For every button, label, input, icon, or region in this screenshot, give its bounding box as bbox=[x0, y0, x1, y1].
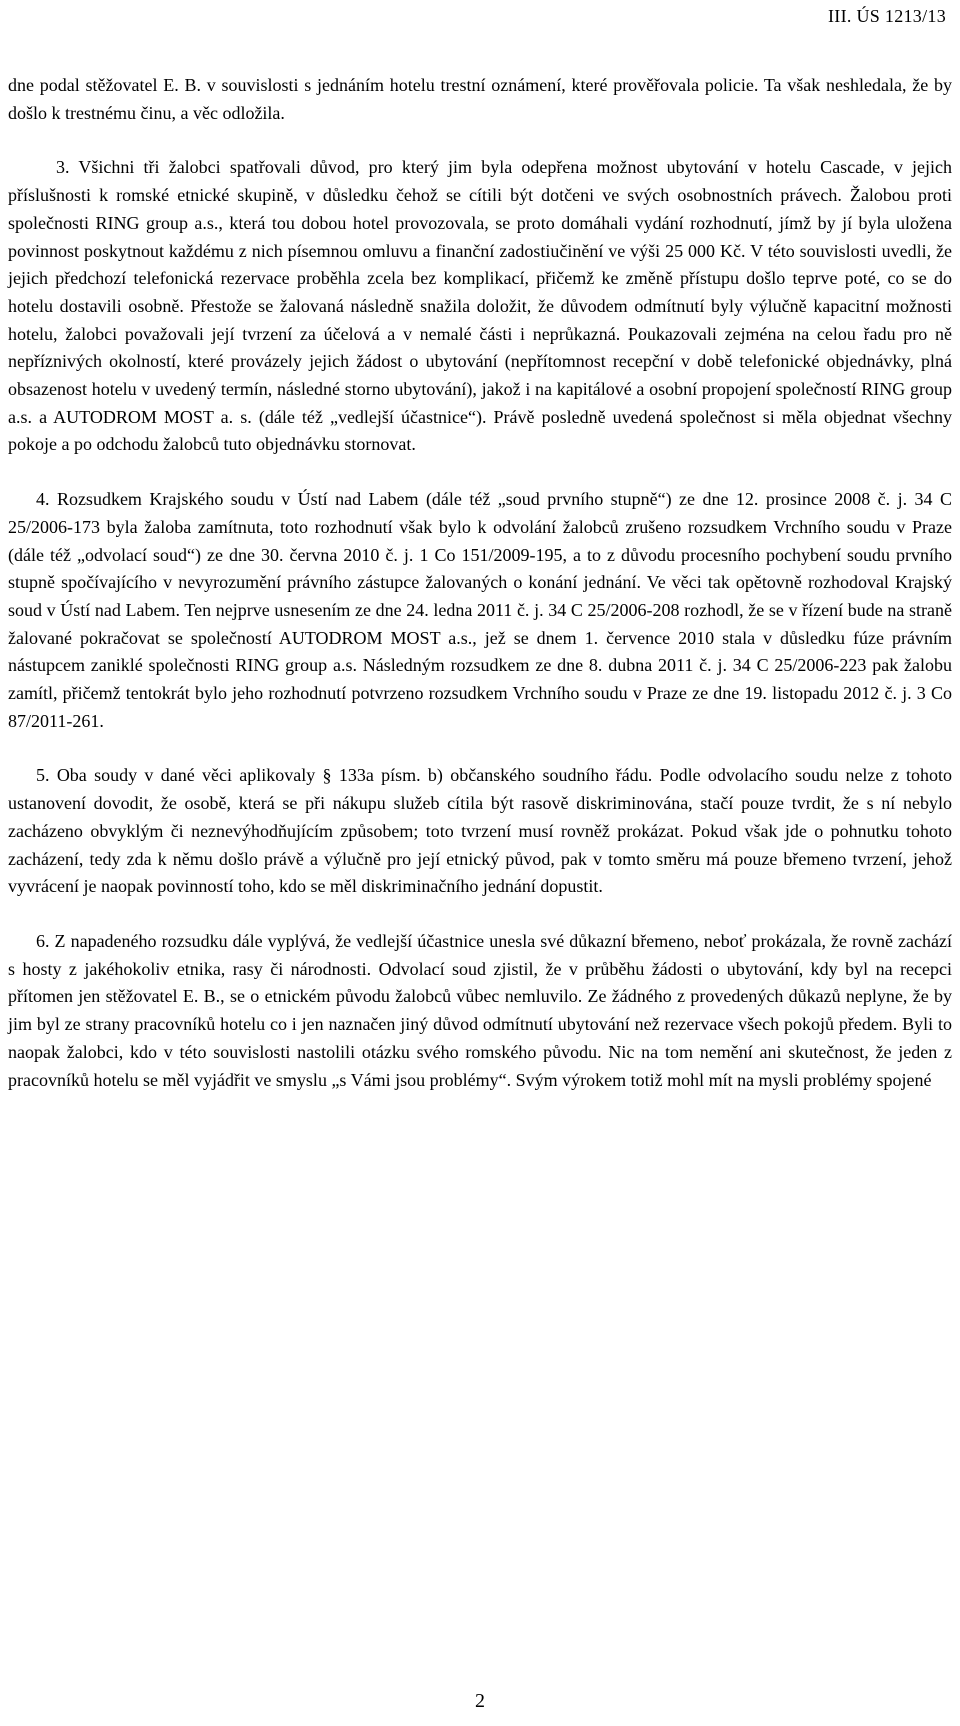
document-body bbox=[8, 72, 952, 1094]
paragraph-number: 5. bbox=[36, 765, 50, 786]
paragraph-text: Všichni tři žalobci spatřovali důvod, pro který jim byla odepřena možnost ubytování v hotelu Cascade, v jejich příslušnosti k romské etnické skupině, v důsledku čehož se cítili být dotčeni ve svých osobnostních právech. Žalobou proti společnosti RING group a.s., která tou dobou hotel provozovala, se proto domáhali vydání rozhodnutí, jímž by jí byla uložena povinnost poskytnout každému z nich písemnou omluvu a finanční zadostiučinění ve výši 25 000 Kč. V této souvislosti uvedli, že jejich předchozí telefonická rezervace proběhla zcela bez komplikací, přičemž ke změně přístupu došlo teprve poté, co se do hotelu dostavili osobně. Přestože se žalovaná následně snažila doložit, že důvodem odmítnutí byly výlučně kapacitní možnosti hotelu, žalobci považovali její tvrzení za účelová a v nemalé části i neprůkazná. Poukazovali zejména na celou řadu pro ně nepříznivých okolností, které provázely jejich žádost o ubytování (nepřítomnost recepční v době telefonické objednávky, plná obsazenost hotelu v uvedený termín, následné storno ubytování), jakož i na kapitálové a osobní propojení společností RING group a.s. a AUTODROM MOST a. s. (dále též „vedlejší účastnice“). Právě posledně uvedená společnost si měla objednat všechny pokoje a po odchodu žalobců tuto objednávku stornovat. bbox=[8, 157, 952, 455]
paragraph-number: 6. bbox=[36, 930, 50, 951]
paragraph-number: 4. bbox=[36, 489, 50, 510]
paragraph-text: dne podal stěžovatel E. B. v souvislosti s jednáním hotelu trestní oznámení, které prověřovala policie. Ta však neshledala, že by došlo k trestnému činu, a věc odložila. bbox=[8, 75, 952, 123]
paragraph-3 bbox=[8, 154, 952, 459]
page-number: 2 bbox=[475, 1690, 485, 1712]
paragraph-text: Rozsudkem Krajského soudu v Ústí nad Labem (dále též „soud prvního stupně“) ze dne 12. prosince 2008 č. j. 34 C 25/2006-173 byla žaloba zamítnuta, toto rozhodnutí však bylo k odvolání žalobců zrušeno rozsudkem Vrchního soudu v Praze (dále též „odvolací soud“) ze dne 30. června 2010 č. j. 1 Co 151/2009-195, a to z důvodu procesního pochybení soudu prvního stupně spočívajícího v nevyrozumění právního zástupce žalovaných o konání jednání. Ve věci tak opětovně rozhodoval Krajský soud v Ústí nad Labem. Ten nejprve usnesením ze dne 24. ledna 2011 č. j. 34 C 25/2006-208 rozhodl, že se v řízení bude na straně žalované pokračovat se společností AUTODROM MOST a.s., jež se dnem 1. července 2010 stala v důsledku fúze právním nástupcem zaniklé společnosti RING group a.s. Následným rozsudkem ze dne 8. dubna 2011 č. j. 34 C 25/2006-223 pak žalobu zamítl, přičemž tentokrát bylo jeho rozhodnutí potvrzeno rozsudkem Vrchního soudu v Praze ze dne 19. listopadu 2012 č. j. 3 Co 87/2011-261. bbox=[8, 489, 952, 731]
paragraph-text: Z napadeného rozsudku dále vyplývá, že vedlejší účastnice unesla své důkazní břemeno, neboť prokázala, že rovně zachází s hosty z jakéhokoliv etnika, rasy či národnosti. Odvolací soud zjistil, že v průběhu žádosti o ubytování, kdy byl na recepci přítomen jen stěžovatel E. B., se o etnickém původu žalobců vůbec nemluvilo. Ze žádného z provedených důkazů neplyne, že by jim byl ze strany pracovníků hotelu co i jen naznačen jiný důvod odmítnutí ubytování než rezervace všech pokojů předem. Byli to naopak žalobci, kdo v této souvislosti nastolili otázku svého romského původu. Nic na tom nemění ani skutečnost, že jeden z pracovníků hotelu se měl vyjádřit ve smyslu „s Vámi jsou problémy“. Svým výrokem totiž mohl mít na mysli problémy spojené bbox=[8, 930, 953, 1090]
paragraph-continuation bbox=[8, 72, 952, 127]
paragraph-5 bbox=[8, 762, 952, 901]
paragraph-6 bbox=[8, 928, 952, 1094]
paragraph-number: 3. bbox=[56, 157, 70, 178]
paragraph-4 bbox=[8, 486, 952, 735]
case-number-header: III. ÚS 1213/13 bbox=[828, 6, 946, 26]
paragraph-text: Oba soudy v dané věci aplikovaly § 133a písm. b) občanského soudního řádu. Podle odvolacího soudu nelze z tohoto ustanovení dovodit, že osobě, která se při nákupu služeb cítila být rasově diskriminována, stačí pouze tvrdit, že s ní nebylo zacházeno obvyklým či neznevýhodňujícím způsobem; toto tvrzení musí rovněž prokázat. Pokud však jde o pohnutku tohoto zacházení, tedy zda k němu došlo právě a výlučně pro její etnický původ, pak v tomto směru má pouze břemeno tvrzení, jehož vyvrácení je naopak povinností toho, kdo se měl diskriminačního jednání dopustit. bbox=[8, 765, 953, 897]
